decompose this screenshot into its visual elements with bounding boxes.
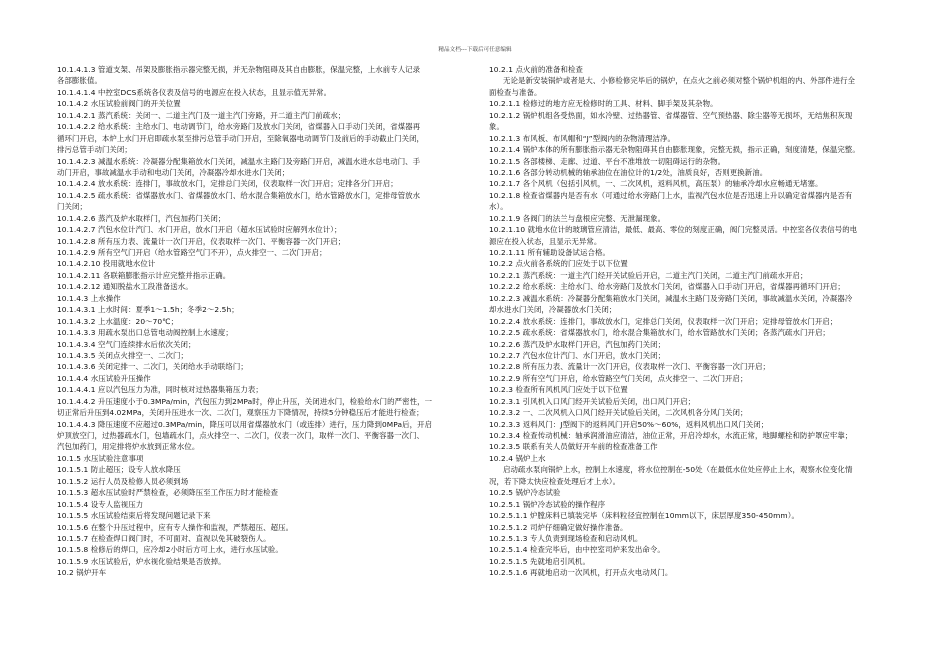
right-column-line: 10.2.2.5 疏水系统：省煤器放水门，给水混合集箱放水门，给水管路放水门关闭；各蒸汽疏水门开启；	[489, 328, 830, 338]
right-column-line: 10.2.2.3 减温水系统：冷凝器分配集箱放水门关闭，减温水主路门及旁路门关闭，事故减温水关闭，冷凝器冷	[489, 293, 853, 303]
right-column-line: 10.2.1.10 就地水位计的玻璃管应清洁，最低、最高、零位的刻度正确，阀门完整灵活。中控室各仪表信号的电	[489, 225, 858, 235]
left-column-line: 10.1.4.2.4 放水系统：连排门，事故放水门，定排总门关闭，仪表取样一次门开启；定排各分门开启；	[57, 179, 398, 189]
left-column-line: 10.1.5.4 设专人监视压力	[57, 499, 144, 509]
right-column-line: 10.2.1.7 各个风机（包括引风机，一、二次风机，返料风机，高压泵）的轴承冷却水应畅通无堵塞。	[489, 179, 823, 189]
right-column-line: 10.2.5.1.2 司炉仔细确定做好操作准备。	[489, 522, 628, 532]
right-column-line: 10.2.1.5 各部楼梯、走廊、过道、平台不准堆放一切阻碍运行的杂物。	[489, 156, 726, 166]
right-column-line: 10.2.5.1.1 炉膛床料已填装完毕（床料粒径宜控制在10mm以下，床层厚度350-450mm）。	[489, 511, 799, 521]
left-column-line: 10.1.4.3.3 用疏水泵出口总管电动阀控制上水速度；	[57, 328, 233, 338]
right-column-line: 面检查与准备。	[489, 87, 542, 97]
right-column-line: 象。	[489, 122, 504, 132]
left-column-line: 10.1.5 水压试验注意事项	[57, 453, 144, 463]
right-column-line: 水）。	[489, 202, 508, 212]
left-column-line: 10.1.4.2.6 蒸汽及炉水取样门，汽包加药门关闭；	[57, 213, 226, 223]
left-column-line: 切正常后升压到4.02MPa，关闭升压进水一次、二次门，观察压力下降情况，持续5分钟稳压后才能进行检查；	[57, 408, 424, 418]
right-column-line: 10.2.5.1.6 再就地启动一次风机，打开点火电动风门。	[489, 568, 673, 578]
right-column-line: 却水进水门关闭，冷凝器放水门关闭；	[489, 305, 617, 315]
right-column-line: 10.2.1.3 布风板、布风帽和“J”型阀内的杂物清理洁净。	[489, 133, 676, 143]
left-column-line: 10.1.5.9 水压试验后，炉水视化验结果是否放掉。	[57, 556, 226, 566]
left-column-line: 10.1.4.3.2 上水温度：20～70℃；	[57, 316, 179, 326]
right-column-line: 10.2.1.4 锅炉本体的所有膨胀指示器无杂物阻碍其自由膨胀现象，完整无损，指示正确，刻度清楚，保温完整。	[489, 145, 860, 155]
right-column-line: 10.2.3.3 返料风门：J型阀下的返料风门开启50%～60%，返料风机出口风门关闭；	[489, 419, 769, 429]
right-column-line: 10.2.3.5 联系有关人员做好开车前的检查准备工作	[489, 442, 658, 452]
right-column-line: 10.2.3.1 引风机入口风门经开关试验后关闭，出口风门开启；	[489, 396, 696, 406]
right-column-line: 10.2.4 锅炉上水	[489, 453, 546, 463]
right-column-line: 10.2.1.9 各阀门的法兰与盘根应完整、无泄漏现象。	[489, 213, 666, 223]
page-header: 精品文档---下载后可任意编辑	[438, 47, 512, 53]
left-column-line: 10.1.4.4.3 降压速度不应超过0.3MPa/min，降压可以用省煤器放水门（或连排）进行，压力降到0MPa后，开启	[57, 419, 433, 429]
right-column-line: 启动疏水泵向锅炉上水，控制上水速度，将水位控制在-50处（在最低水位处应停止上水，观察水位变化情	[503, 465, 853, 475]
right-column-line: 10.2.1.1 检修过的地方应无检修时的工具、材料、脚手架及其杂物。	[489, 99, 718, 109]
right-column-line: 10.2.5.1.4 检查完毕后，由中控室司炉来发出命令。	[489, 545, 665, 555]
left-column-line: 10.1.4.2.11 各联箱膨胀指示计应完整并指示正确。	[57, 270, 231, 280]
right-column	[489, 64, 911, 579]
left-column-line: 排污总管手动门关闭；	[57, 145, 132, 155]
left-column-line: 各部膨胀值。	[57, 76, 102, 86]
left-column-line: 汽包加药门，用定排将炉水放到正常水位。	[57, 442, 200, 452]
right-column-line: 10.2.2.6 蒸汽及炉水取样门开启，汽包加药门关闭；	[489, 339, 666, 349]
right-column-line: 10.2.2.9 所有空气门开启，给水管路空气门关闭，点火排空一、二次门开启；	[489, 373, 748, 383]
left-column-line: 10.1.4.2.5 疏水系统：省煤器放水门、省煤器放水门、给水混合集箱放水门，给水管路放水门，定排母管放水	[57, 190, 421, 200]
left-column-line: 10.1.5.7 在检查焊口阀门时，不可面对、直视以免其破裂伤人。	[57, 533, 271, 543]
left-column-line: 10.1.5.6 在整个升压过程中，应有专人操作和监视，严禁超压、超压。	[57, 522, 294, 532]
left-column-line: 10.1.5.8 检修后的焊口，应冷却2小时后方可上水，进行水压试验。	[57, 545, 283, 555]
left-column	[57, 64, 477, 579]
right-column-line: 10.2.2.8 所有压力表、流量计一次门开启，仪表取样一次门、平衡容器一次门开启；	[489, 362, 771, 372]
right-column-line: 10.2.1.6 各部分转动机械的轴承油位在油位计的1/2处，油质良好，否则更换新油。	[489, 167, 768, 177]
left-column-line: 10.1.4.3.4 空气门连续排水后依次关闭；	[57, 339, 196, 349]
right-column-line: 10.2.2.7 汽包水位计汽门、水门开启，放水门关闭；	[489, 350, 666, 360]
left-column-line: 10.1.4.2 水压试验前阀门的开关位置	[57, 99, 181, 109]
right-column-line: 10.2.5.1.3 专人负责到现场检查和启动风机。	[489, 533, 643, 543]
left-column-line: 10.1.4.3.5 关闭点火排空一、二次门；	[57, 350, 188, 360]
right-column-line: 况，若下降太快应检查处理后才上水）。	[489, 476, 621, 486]
right-column-line: 10.2.1.2 锅炉机组各受热面，如水冷壁、过热器管、省煤器管、空气预热器、除尘器等无损坏，无结焦积灰现	[489, 110, 853, 120]
right-column-line: 10.2.1.8 检查省煤器内是否有水（可通过给水旁路门上水，监视汽包水位是否迅速上升以确定省煤器内是否有	[489, 190, 853, 200]
left-column-line: 10.1.4.2.12 通知脱盐水工段准备送水。	[57, 282, 193, 292]
left-column-line: 10.1.4.1.4 中控室DCS系统各仪表及信号的电源应在投入状态，且显示值无异常。	[57, 87, 332, 97]
left-column-line: 10.1.4.3.6 关闭定排一、二次门，关闭给水手动联络门；	[57, 362, 248, 372]
left-column-line: 10.1.4.2.2 给水系统：主给水门、电动调节门，给水旁路门及放水门关闭，省煤器入口手动门关闭，省煤器再	[57, 122, 421, 132]
right-column-line: 10.2.1.11 所有辅助设备试运合格。	[489, 248, 611, 257]
left-column-line: 10.1.5.2 运行人员及检修人员必须到场	[57, 476, 189, 486]
right-column-line: 10.2.2.1 蒸汽系统：一道主汽门经开关试验后开启，二道主汽门关闭，二道主汽门前疏水开启；	[489, 270, 808, 280]
left-column-line: 10.1.4.3.1 上水时间：夏季1～1.5h；冬季2～2.5h；	[57, 305, 239, 315]
left-column-line: 10.1.4.2.8 所有压力表、流量计一次门开启，仪表取样一次门、平衡容器一次门开启；	[57, 236, 346, 246]
left-column-line: 10.1.5.3 超水压试验时严禁检查，必须降压至工作压力时才能检查	[57, 488, 279, 498]
right-column-line: 10.2.3 检查所有风机风门应处于以下位置	[489, 385, 628, 395]
left-column-line: 10.1.4.4.1 应以汽包压力为准，同时核对过热器集箱压力表；	[57, 385, 263, 395]
left-column-line: 循环门开启，本炉上水门开启即疏水泵至排污总管手动门开启，至除氧器电动调节门及前后的手动截止门关闭，	[57, 133, 425, 143]
left-column-line: 门关闭；	[57, 202, 87, 212]
right-column-line: 10.2.5.1.5 先就地启引风机。	[489, 556, 590, 566]
right-column-line: 10.2.3.4 检查传动机械：轴承润滑油应清洁，油位正常，开启冷却水，水流正常，地脚螺栓和防护罩应牢靠；	[489, 431, 853, 440]
left-column-line: 10.1.4.2.10 投用就地水位计	[57, 259, 156, 269]
left-column-line: 10.1.5.5 水压试验结束后将发现问题记录下来	[57, 511, 211, 521]
left-column-line: 炉顶放空门，过热器疏水门，包墙疏水门，点火排空一、二次门，仪表一次门，取样一次门、平衡容器一次门、	[57, 431, 425, 440]
right-column-line: 10.2.3.2 一、二次风机入口风门经开关试验后关闭，二次风机各分风门关闭；	[489, 408, 748, 418]
right-column-line: 10.2.5.1 锅炉冷态试验的操作程序	[489, 499, 606, 509]
left-column-line: 10.1.4.2.7 汽包水位计汽门、水门开启，放水门开启（超水压试验时应解列水位计）；	[57, 225, 342, 235]
right-column-line: 源应在投入状态，且显示无异常。	[489, 236, 602, 246]
right-column-line: 无论是新安装锅炉或者是大、小修检修完毕后的锅炉，在点火之前必须对整个锅炉机组的内、外部件进行全	[503, 76, 856, 86]
right-column-line: 10.2.1 点火前的准备和检查	[489, 65, 583, 74]
right-column-line: 10.2.2.2 给水系统：主给水门、给水旁路门及放水门关闭，省煤器入口手动门开启，省煤器再循环门开启；	[489, 282, 845, 292]
right-column-line: 10.2.2.4 放水系统：连排门，事故放水门，定排总门关闭，仪表取样一次门开启；定排母管放水门开启；	[489, 316, 838, 326]
left-column-line: 10.1.4.2.9 所有空气门开启（给水管路空气门不开），点火排空一、二次门开启；	[57, 248, 327, 257]
left-column-line: 10.1.4.2.1 蒸汽系统：关闭一、二道主汽门及一道主汽门旁路，开二道主汽门前疏水；	[57, 110, 346, 120]
left-column-line: 10.2 锅炉开车	[57, 568, 107, 578]
left-column-line: 10.1.4.1.3 管道支架、吊架及膨胀指示器完整无损，并无杂物阻碍及其自由膨胀，保温完整，上水前专人记录	[57, 65, 421, 74]
left-column-line: 10.1.4.4 水压试验升压操作	[57, 373, 151, 383]
left-column-line: 10.1.4.2.3 减温水系统：冷凝器分配集箱放水门关闭，减温水主路门及旁路门开启，减温水进水总电动门、手	[57, 156, 421, 166]
left-column-line: 动门开启，事故减温水手动和电动门关闭，冷凝器冷却水进水门关闭；	[57, 167, 290, 177]
left-column-line: 10.1.5.1 防止超压；设专人放水降压	[57, 465, 181, 475]
right-column-line: 10.2.5 锅炉冷态试验	[489, 488, 561, 498]
left-column-line: 10.1.4.3 上水操作	[57, 293, 121, 303]
left-column-line: 10.1.4.4.2 升压速度小于0.3MPa/min，汽包压力到2MPa时，停止升压，关闭进水门，检验给水门的严密性，一	[57, 396, 433, 406]
right-column-line: 10.2.2 点火前各系统的门应处于以下位置	[489, 259, 628, 269]
